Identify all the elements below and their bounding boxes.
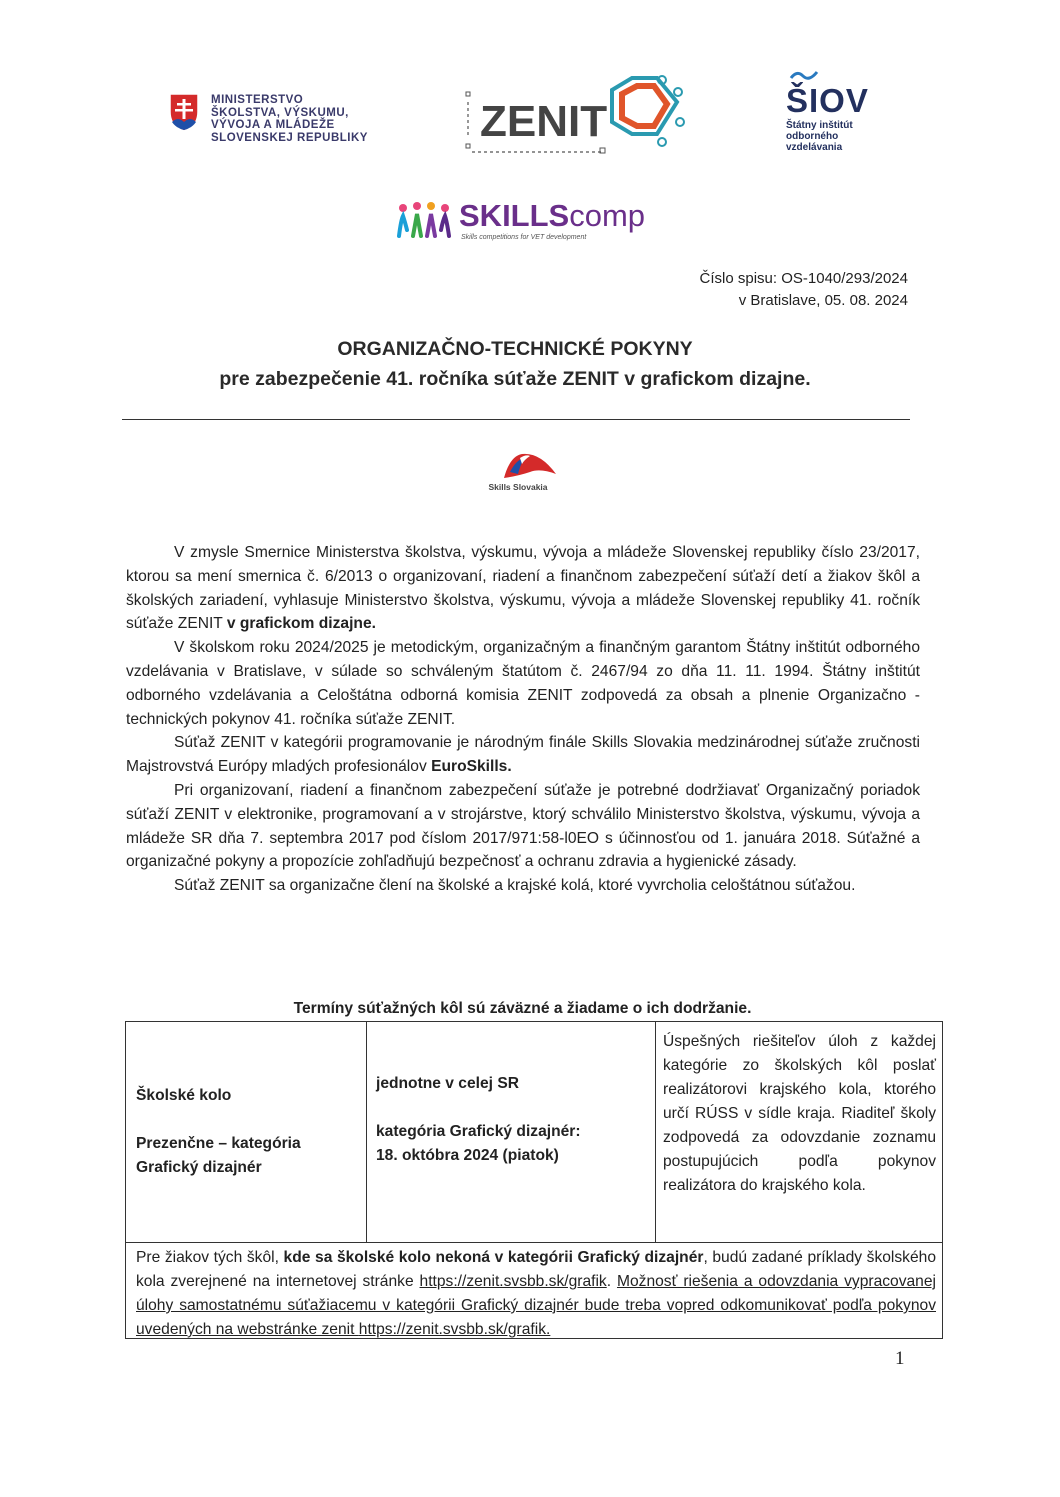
document-date: v Bratislave, 05. 08. 2024 [738, 292, 908, 309]
skills-slovakia-flag-icon [500, 450, 560, 482]
round-scope: jednotne v celej SR [376, 1075, 519, 1092]
table-column-divider [366, 1022, 367, 1242]
table-cell-note [136, 1246, 936, 1342]
siov-subtitle: Štátny inštitút odborného vzdelávania [786, 120, 853, 153]
skillscomp-people-icon [395, 200, 455, 240]
note-underlined: Možnosť riešenia a odovzdania vypracovanej úlohy samostatnému súťažiacemu v kategórii Grafický dizajnér bude treba vopred odkomunikovať podľa pokynov uvedených na webstránke zenit [136, 1273, 936, 1338]
paragraph-3-bold: EuroSkills. [431, 758, 512, 776]
ministry-logo [168, 92, 378, 152]
title-divider [122, 419, 910, 420]
file-number: Číslo spisu: OS-1040/293/2024 [699, 270, 908, 287]
skillscomp-logo [395, 196, 645, 248]
table-cell-instructions: Úspešných riešiteľov úloh z každej kategórie zo školských kôl poslať realizátorovi krajského kola, ktorého určí RÚSS v sídle kraja. Riaditeľ školy zodpovedá za odovzdanie zoznamu postupujúcich podľa pokynov realizátora do krajského kola. [663, 1033, 936, 1194]
table-column-divider [655, 1022, 656, 1242]
page-number: 1 [895, 1348, 905, 1369]
paragraph-5: Súťaž ZENIT sa organizačne člení na školské a krajské kolá, ktoré vyvrcholia celoštátnou súťažou. [174, 877, 856, 895]
note-end: . [546, 1321, 551, 1338]
category-label: kategória Grafický dizajnér: [376, 1123, 581, 1140]
skills-word: SKILLS [459, 198, 570, 233]
category-date: 18. októbra 2024 (piatok) [376, 1147, 559, 1164]
skills-slovakia-label: Skills Slovakia [488, 482, 548, 492]
round-name: Školské kolo [136, 1087, 232, 1104]
zenit-wordmark: ZENIT [480, 97, 608, 146]
note-text: Pre žiakov tých škôl, [136, 1249, 284, 1266]
siov-wave-icon [789, 68, 819, 82]
siov-title: ŠIOV [786, 82, 869, 119]
paragraph-3 [126, 731, 920, 779]
paragraph-2: V školskom roku 2024/2025 je metodickým, organizačným a finančným garantom Štátny inštitút odborného vzdelávania v Bratislave, v súlade so schváleným štatútom č. 2467/94 zo dňa 11. 11. 1994. Štátny inštitút odborného vzdelávania a Celoštátna odborná komisia ZENIT zodpovedá za obsah a plnenie Organizačno - technických pokynov 41. ročníka súťaže ZENIT. [126, 639, 920, 728]
table-cell-round [136, 1084, 356, 1180]
body-text [126, 541, 920, 898]
note-text: , budú zadané príklady školského kola zverejnené na internetovej stránke [136, 1249, 936, 1290]
file-info [700, 268, 908, 312]
paragraph-1-bold: v grafickom dizajne. [226, 615, 376, 633]
document-subtitle: pre zabezpečenie 41. ročníka súťaže ZENIT v grafickom dizajne. [219, 368, 811, 390]
table-cell-date [376, 1072, 646, 1168]
table-caption: Termíny súťažných kôl sú záväzné a žiadame o ich dodržanie. [293, 1000, 752, 1017]
skills-slovakia-logo [478, 450, 568, 498]
note-text: . [606, 1273, 617, 1290]
round-mode: Prezenčne – kategória Grafický dizajnér [136, 1135, 301, 1176]
skillscomp-wordmark [459, 198, 645, 234]
rounds-table [125, 1021, 943, 1339]
zenit-logo-icon [462, 72, 692, 164]
ministry-name: MINISTERSTVO ŠKOLSTVA, VÝSKUMU, VÝVOJA A MLÁDEŽE SLOVENSKEJ REPUBLIKY [211, 94, 368, 144]
paragraph-4: Pri organizovaní, riadení a finančnom zabezpečení súťaže je potrebné dodržiavať Organizačný poriadok súťaží ZENIT v elektronike, programovaní a v strojárstve, ktorý schválilo Ministerstvo školstva, výskumu, vývoja a mládeže SR dňa 7. septembra 2017 pod číslom 2017/971:58-l0EO s účinnosťou od 1. januára 2018. Súťažné a organizačné pokyny a propozície zohľadňujú bezpečnosť a ochranu zdravia a hygienické zásady. [126, 781, 920, 871]
table-row-divider [126, 1242, 942, 1243]
paragraph-1 [126, 541, 920, 636]
note-bold: kde sa školské kolo nekoná v kategórii Grafický dizajnér [283, 1249, 704, 1266]
grafik-link[interactable]: https://zenit.svsbb.sk/grafik [419, 1273, 607, 1290]
comp-word: comp [569, 198, 646, 233]
skillscomp-tagline: Skills competitions for VET development [461, 234, 587, 241]
siov-logo [783, 68, 893, 154]
grafik-link-2[interactable]: https://zenit.svsbb.sk/grafik [358, 1321, 546, 1338]
zenit-logo [462, 72, 692, 164]
paragraph-3-text: Súťaž ZENIT v kategórii programovanie je národným finále Skills Slovakia medzinárodnej súťaže zručnosti Majstrovstvá Európy mladých profesionálov [126, 734, 920, 776]
slovak-crest-icon [168, 92, 200, 132]
paragraph-1-text: V zmysle Smernice Ministerstva školstva, výskumu, vývoja a mládeže Slovenskej republiky číslo 23/2017, ktorou sa mení smernica č. 6/2013 o organizovaní, riadení a finančnom zabezpečení súťaží detí a žiakov škôl a školských zariadení, vyhlasuje Ministerstvo školstva, výskumu, vývoja a mládeže Slovenskej republiky 41. ročník súťaže ZENIT [126, 544, 920, 633]
document-title: ORGANIZAČNO-TECHNICKÉ POKYNY [337, 338, 693, 360]
